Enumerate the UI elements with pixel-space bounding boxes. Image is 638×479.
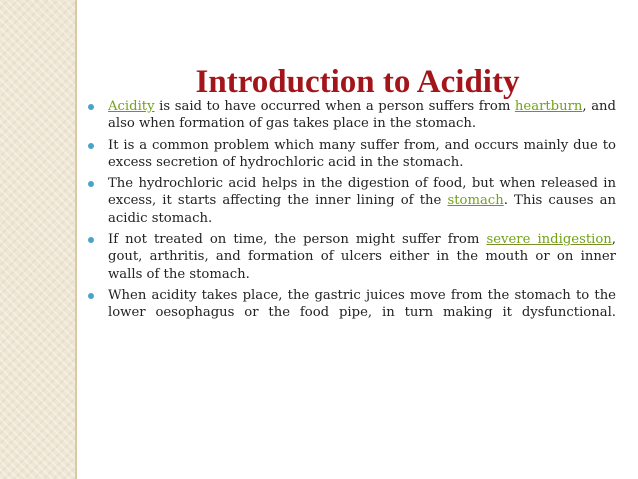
bullet-dot-icon <box>88 237 94 243</box>
bullet-item-4 <box>108 231 616 283</box>
bullet-item-5 <box>108 287 616 322</box>
bullet-item-2 <box>108 137 616 172</box>
stomach-link[interactable]: stomach <box>447 193 504 209</box>
bullet-text: , gout, arthritis, and formation of ulcers either in the mouth or on inner walls of the stomach. <box>108 232 616 282</box>
decorative-side-band <box>0 0 75 479</box>
bullet-text: is said to have occurred when a person suffers from <box>154 99 515 114</box>
bullet-text: It is a common problem which many suffer from, and occurs mainly due to excess secretion of hydrochloric acid in the stomach. <box>108 137 616 170</box>
heartburn-link[interactable]: heartburn <box>514 99 583 114</box>
bullet-text: The hydrochloric acid helps in the digestion of food, but when released in excess, it starts affecting the inner lining of the <box>108 176 616 209</box>
bullet-dot-icon <box>88 104 94 110</box>
bullet-dot-icon <box>88 181 94 187</box>
bullet-text: When acidity takes place, the gastric juices move from the stomach to the lower oesophagus or the food pipe, in turn making it dysfunctional. <box>108 287 616 321</box>
bullet-text: If not treated on time, the person might suffer from <box>108 232 487 248</box>
bullet-dot-icon <box>88 293 94 299</box>
bullet-text: . This causes an acidic stomach. <box>108 193 616 226</box>
bullet-list <box>108 98 616 326</box>
bullet-item-1 <box>108 98 616 133</box>
bullet-item-3 <box>108 175 616 227</box>
bullet-dot-icon <box>88 143 94 149</box>
severe-indigestion-link[interactable]: severe indigestion <box>486 232 612 248</box>
acidity-link[interactable]: Acidity <box>108 99 155 114</box>
bullet-text: , and also when formation of gas takes place in the stomach. <box>108 99 616 132</box>
slide-title: Introduction to Acidity <box>195 64 520 101</box>
